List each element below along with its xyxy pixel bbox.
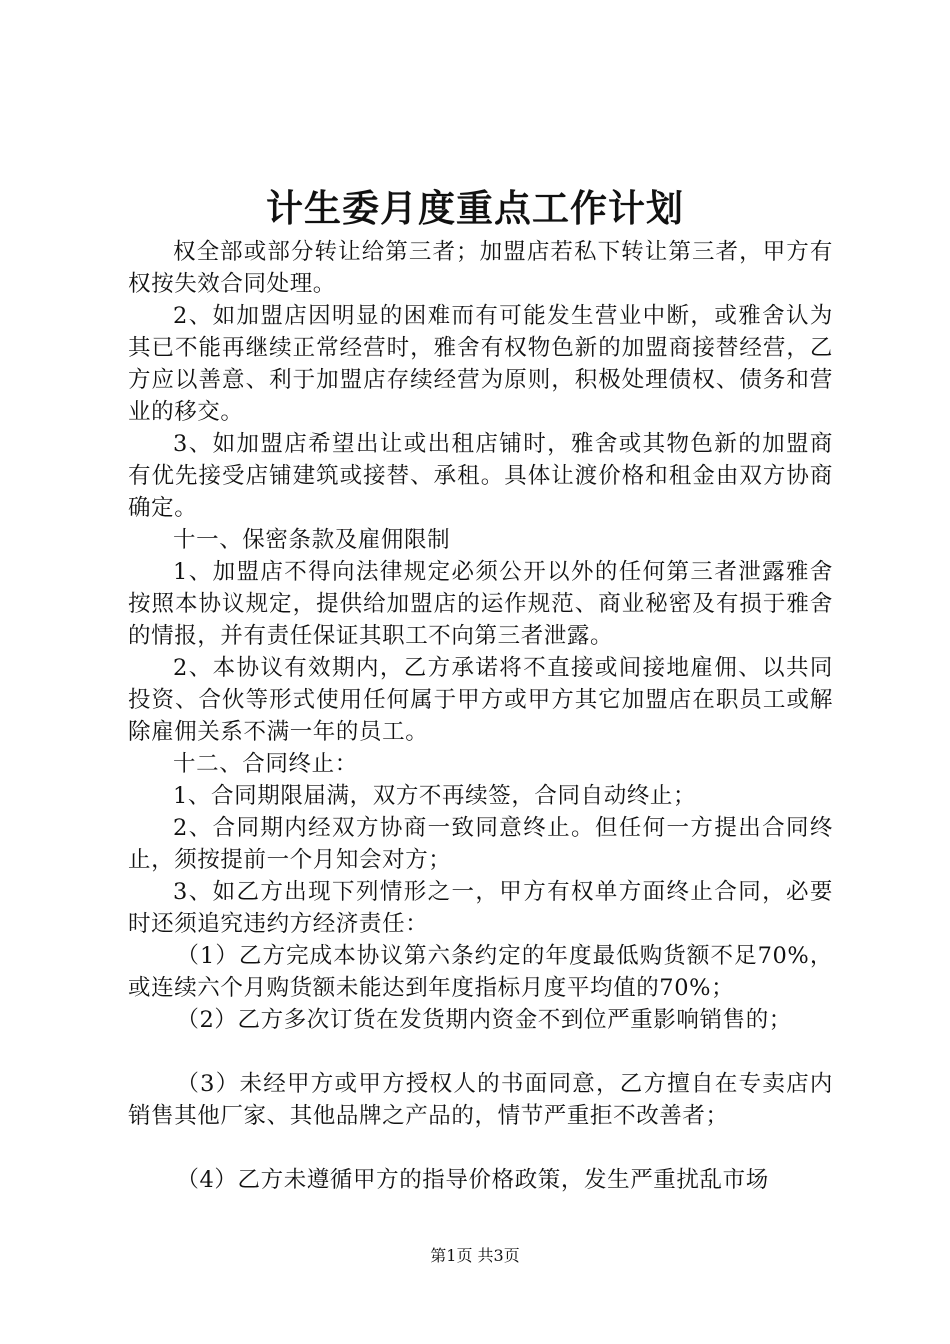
- paragraph: 2、合同期内经双方协商一致同意终止。但任何一方提出合同终止，须按提前一个月知会对方；: [128, 815, 833, 873]
- list-item: （1）乙方完成本协议第六条约定的年度最低购货额不足70%，或连续六个月购货额未能达到年度指标月度平均值的70%；: [128, 943, 833, 1001]
- paragraph: 3、如乙方出现下列情形之一，甲方有权单方面终止合同，必要时还须追究违约方经济责任：: [128, 879, 833, 937]
- paragraph: 3、如加盟店希望出让或出租店铺时，雅舍或其物色新的加盟商有优先接受店铺建筑或接替、承租。具体让渡价格和租金由双方协商确定。: [128, 431, 833, 521]
- page-footer: 第1页 共3页: [430, 1246, 520, 1265]
- list-item: （2）乙方多次订货在发货期内资金不到位严重影响销售的；: [176, 1007, 792, 1033]
- paragraph: 1、加盟店不得向法律规定必须公开以外的任何第三者泄露雅舍按照本协议规定，提供给加盟店的运作规范、商业秘密及有损于雅舍的情报，并有责任保证其职工不向第三者泄露。: [128, 559, 833, 649]
- section-heading: 十一、保密条款及雇佣限制: [173, 527, 451, 553]
- paragraph: 1、合同期限届满，双方不再续签，合同自动终止；: [173, 783, 697, 809]
- paragraph: 权全部或部分转让给第三者；加盟店若私下转让第三者，甲方有权按失效合同处理。: [128, 239, 833, 297]
- paragraph: 2、本协议有效期内，乙方承诺将不直接或间接地雇佣、以共同投资、合伙等形式使用任何属于甲方或甲方其它加盟店在职员工或解除雇佣关系不满一年的员工。: [128, 655, 833, 745]
- section-heading: 十二、合同终止：: [173, 751, 358, 777]
- blank-line: [128, 1132, 833, 1164]
- list-item: （4）乙方未遵循甲方的指导价格政策，发生严重扰乱市场: [176, 1167, 769, 1193]
- paragraph: 2、如加盟店因明显的困难而有可能发生营业中断，或雅舍认为其已不能再继续正常经营时，雅舍有权物色新的加盟商接替经营，乙方应以善意、利于加盟店存续经营为原则，积极处理债权、债务和营业的移交。: [128, 303, 833, 425]
- document-body: [128, 236, 833, 1196]
- page-title: 计生委月度重点工作计划: [266, 186, 684, 230]
- blank-line: [128, 1036, 833, 1068]
- list-item: （3）未经甲方或甲方授权人的书面同意，乙方擅自在专卖店内销售其他厂家、其他品牌之产品的，情节严重拒不改善者；: [128, 1071, 833, 1129]
